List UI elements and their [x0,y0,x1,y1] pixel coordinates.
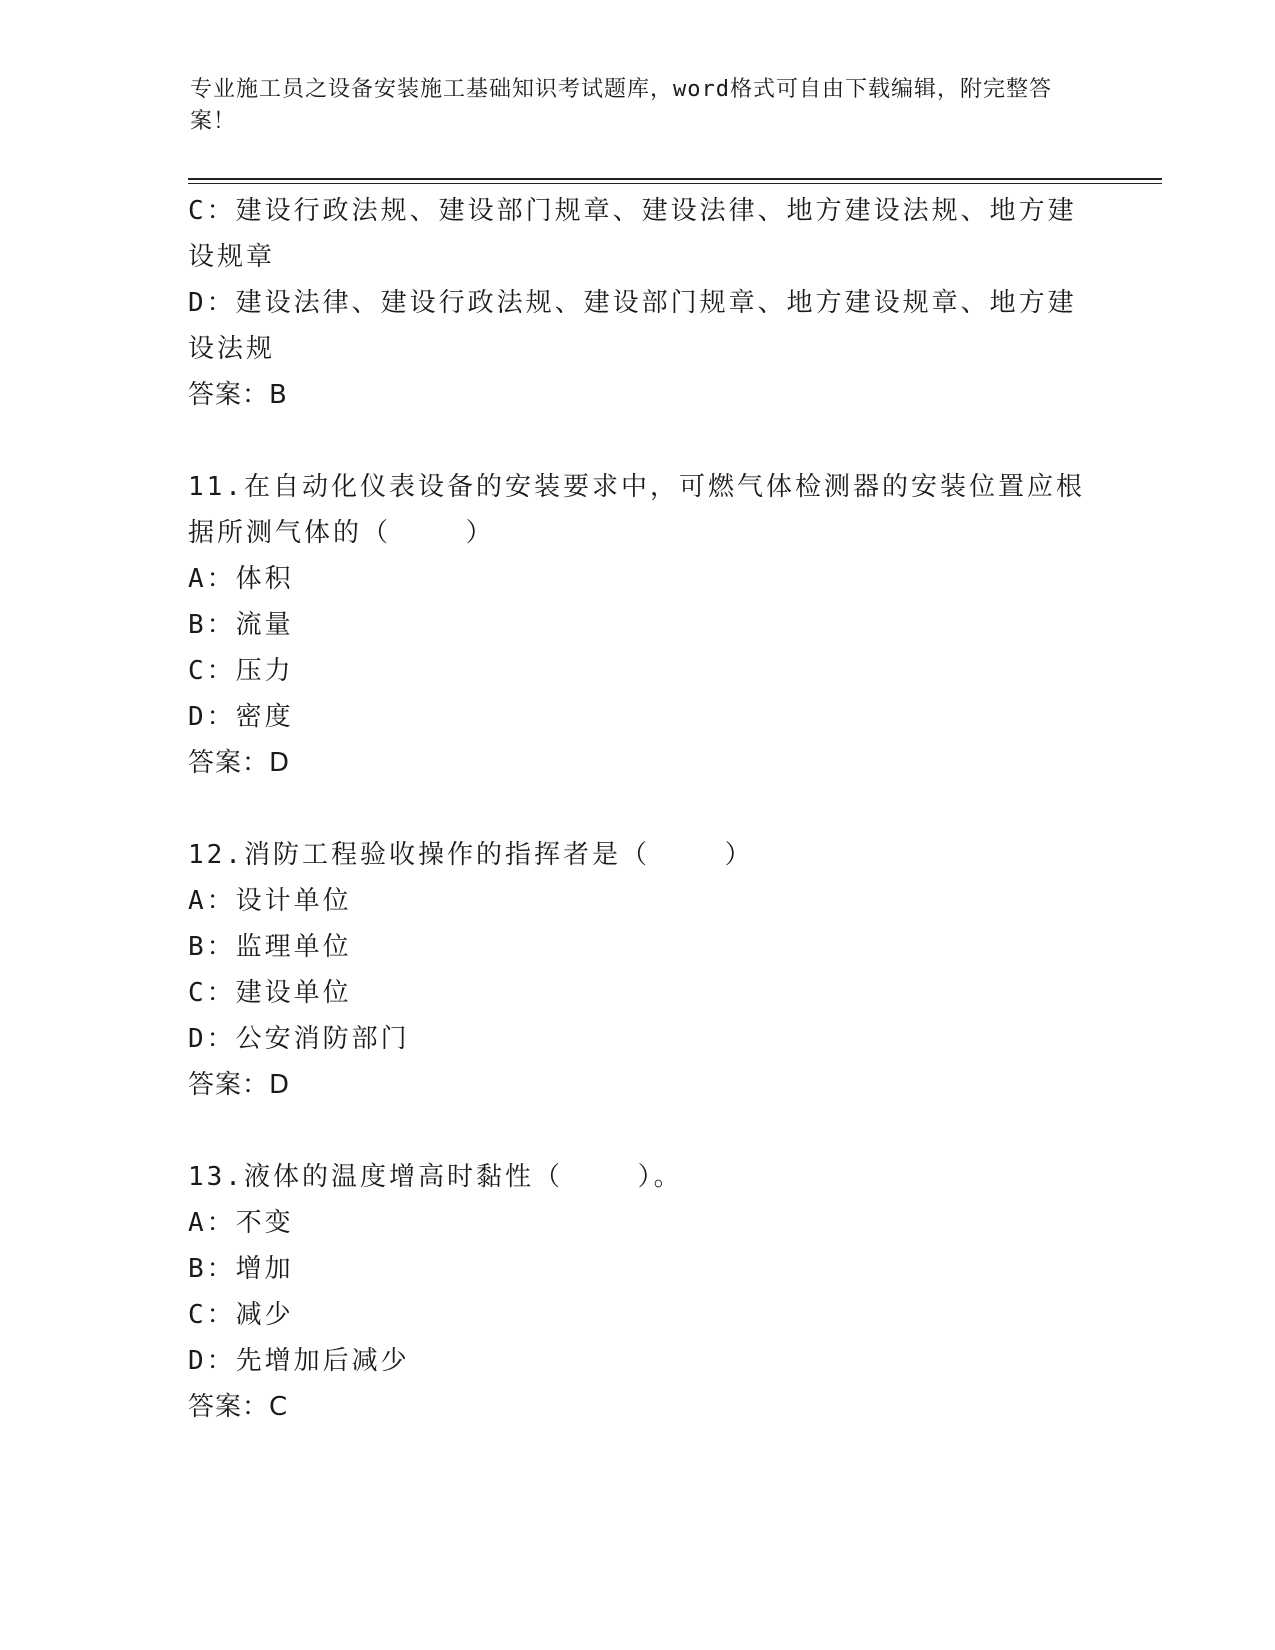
option-d: D：密度 [188,702,294,732]
answer-line: 答案：D [188,748,291,778]
question-stem: 12.消防工程验收操作的指挥者是（ ） [188,840,754,870]
spacer [188,1108,1088,1154]
option-b: B：监理单位 [188,932,352,962]
question-block [188,1154,1088,1430]
option-d: D：先增加后减少 [188,1346,410,1376]
header-divider-thin [188,183,1162,184]
spacer [188,418,1088,464]
document-header: 专业施工员之设备安装施工基础知识考试题库，word格式可自由下载编辑，附完整答案！ [190,77,1052,134]
option-b: B：增加 [188,1254,294,1284]
document-body [188,188,1088,1430]
question-stem: 11.在自动化仪表设备的安装要求中，可燃气体检测器的安装位置应根据所测气体的（ ） [188,472,1085,548]
answer-line: 答案：B [188,380,288,410]
option-c: C：压力 [188,656,294,686]
spacer [188,786,1088,832]
answer-line: 答案：C [188,1392,289,1422]
question-block [188,832,1088,1108]
option-c: C：建设单位 [188,978,352,1008]
option-d: D：建设法律、建设行政法规、建设部门规章、地方建设规章、地方建设法规 [188,288,1077,364]
header-divider-thick [188,178,1162,180]
question-block [188,464,1088,786]
answer-line: 答案：D [188,1070,291,1100]
option-b: B：流量 [188,610,294,640]
option-d: D：公安消防部门 [188,1024,410,1054]
question-stem: 13.液体的温度增高时黏性（ ）。 [188,1162,683,1192]
option-a: A：不变 [188,1208,294,1238]
option-a: A：设计单位 [188,886,352,916]
option-a: A：体积 [188,564,294,594]
option-c: C：建设行政法规、建设部门规章、建设法律、地方建设法规、地方建设规章 [188,196,1077,272]
previous-question-tail [188,188,1088,418]
option-c: C：减少 [188,1300,294,1330]
